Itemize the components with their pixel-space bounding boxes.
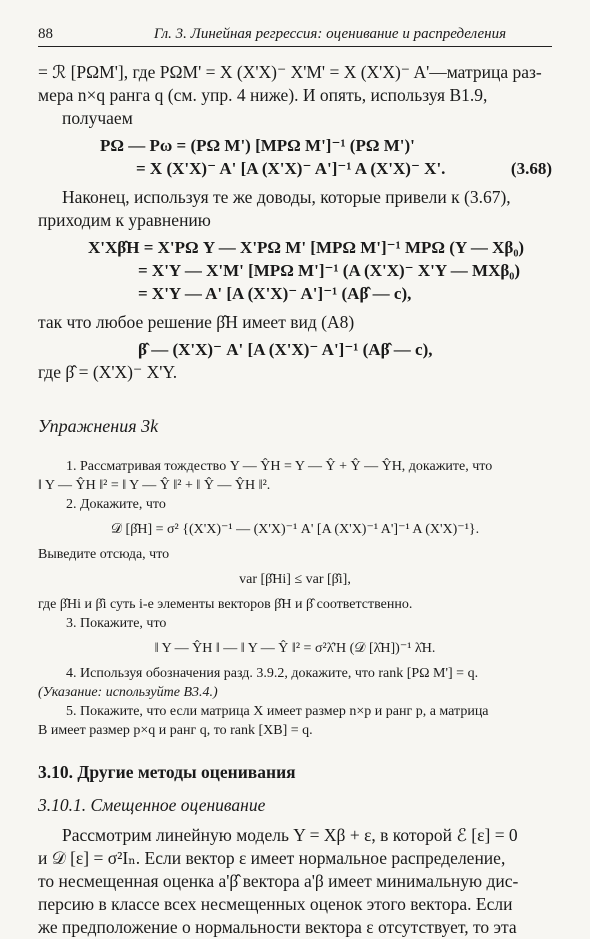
exercise-4-line-1: 4. Используя обозначения разд. 3.9.2, докажите, что rank [PΩ M'] = q. xyxy=(66,666,479,681)
exercises-title: Упражнения 3k xyxy=(38,416,159,436)
text-line-1: = ℛ [PΩM'], где PΩM' = X (X'X)⁻ X'M' = X (X'X)⁻ A'—матрица раз- xyxy=(38,62,542,82)
exercise-3-equation: ‖ Y — ŶH ‖ — ‖ Y — Ŷ ‖² = σ²λ̂'H (𝒟 [λ̂H])⁻¹ λ̂H. xyxy=(154,641,436,656)
subsection-title: 3.10.1. Смещенное оценивание xyxy=(38,795,266,815)
equation-label: (3.68) xyxy=(510,159,552,178)
text-line-2: мера n×q ранга q (см. упр. 4 ниже). И опять, используя B1.9, xyxy=(38,85,488,105)
equation-3-68-line-1: PΩ — Pω = (PΩ M') [MPΩ M']⁻¹ (PΩ M')' xyxy=(100,136,415,155)
exercise-4-line-2: (Указание: используйте B3.4.) xyxy=(38,685,218,700)
equation-block xyxy=(38,236,552,305)
section-line-5: же предположение о нормальности вектора ε отсутствует, то эта xyxy=(38,917,517,937)
equation-line-a: X'Xβ̂H = X'PΩ Y — X'PΩ M' [MPΩ M']⁻¹ MPΩ (Y — Xβ₀) xyxy=(88,238,525,257)
equation-line-c: = X'Y — A' [A (X'X)⁻ A']⁻¹ (Aβ̂ — c), xyxy=(138,284,412,303)
equation-line-d: β̂ — (X'X)⁻ A' [A (X'X)⁻ A']⁻¹ (Aβ̂ — c), xyxy=(138,340,433,359)
exercises xyxy=(38,457,552,740)
section-line-3: то несмещенная оценка a'β̂ вектора a'β имеет минимальную дис- xyxy=(38,871,519,891)
text-line-4: Наконец, используя те же доводы, которые привели к (3.67), xyxy=(62,187,511,207)
section-line-1: Рассмотрим линейную модель Y = Xβ + ε, в которой ℰ [ε] = 0 xyxy=(62,825,518,845)
page-number: 88 xyxy=(38,26,53,42)
exercise-1-line-1: 1. Рассматривая тождество Y — ŶH = Y — Ŷ + Ŷ — ŶH, докажите, что xyxy=(66,459,493,474)
text-line-6: так что любое решение β̂H имеет вид (A8) xyxy=(38,312,355,332)
page-header xyxy=(38,26,552,47)
equation-line-b: = X'Y — X'M' [MPΩ M']⁻¹ (A (X'X)⁻ X'Y — MXβ₀) xyxy=(138,261,521,280)
equation-3-68-line-2: = X (X'X)⁻ A' [A (X'X)⁻ A']⁻¹ A (X'X)⁻ X'. xyxy=(136,159,446,178)
equation-3-68 xyxy=(38,134,552,180)
exercise-2-equation: 𝒟 [β̂H] = σ² {(X'X)⁻¹ — (X'X)⁻¹ A' [A (X'X)⁻¹ A']⁻¹ A (X'X)⁻¹}. xyxy=(110,522,480,537)
exercise-5-line-1: 5. Покажите, что если матрица X имеет размер n×p и ранг p, а матрица xyxy=(66,704,489,719)
section-title: 3.10. Другие методы оценивания xyxy=(38,762,296,782)
text-line-7: где β̂ = (X'X)⁻ X'Y. xyxy=(38,362,178,382)
text-line-5: приходим к уравнению xyxy=(38,210,211,230)
exercise-3-line-1: 3. Покажите, что xyxy=(66,616,167,631)
section-line-2: и 𝒟 [ε] = σ²Iₙ. Если вектор ε имеет нормальное распределение, xyxy=(38,848,506,868)
exercise-2-line-2: Выведите отсюда, что xyxy=(38,547,170,562)
section-text xyxy=(38,824,552,939)
main-text xyxy=(38,61,552,384)
section-line-4: персию в классе всех несмещенных оценок этого вектора. Если xyxy=(38,894,513,914)
exercise-5-line-2: B имеет размер p×q и ранг q, то rank [XB] = q. xyxy=(38,723,313,738)
text-line-3: получаем xyxy=(62,108,133,128)
exercise-1-line-2: ‖ Y — ŶH ‖² = ‖ Y — Ŷ ‖² + ‖ Ŷ — ŶH ‖². xyxy=(38,478,271,493)
running-title: Гл. 3. Линейная регрессия: оценивание и распределения xyxy=(153,26,507,42)
exercise-2-equation-2: var [β̂Hi] ≤ var [β̂i], xyxy=(239,572,351,587)
exercise-2-line-1: 2. Докажите, что xyxy=(66,497,166,512)
exercise-2-line-3: где β̂Hi и β̂i суть i-е элементы векторов β̂H и β̂ соответственно. xyxy=(38,597,413,612)
